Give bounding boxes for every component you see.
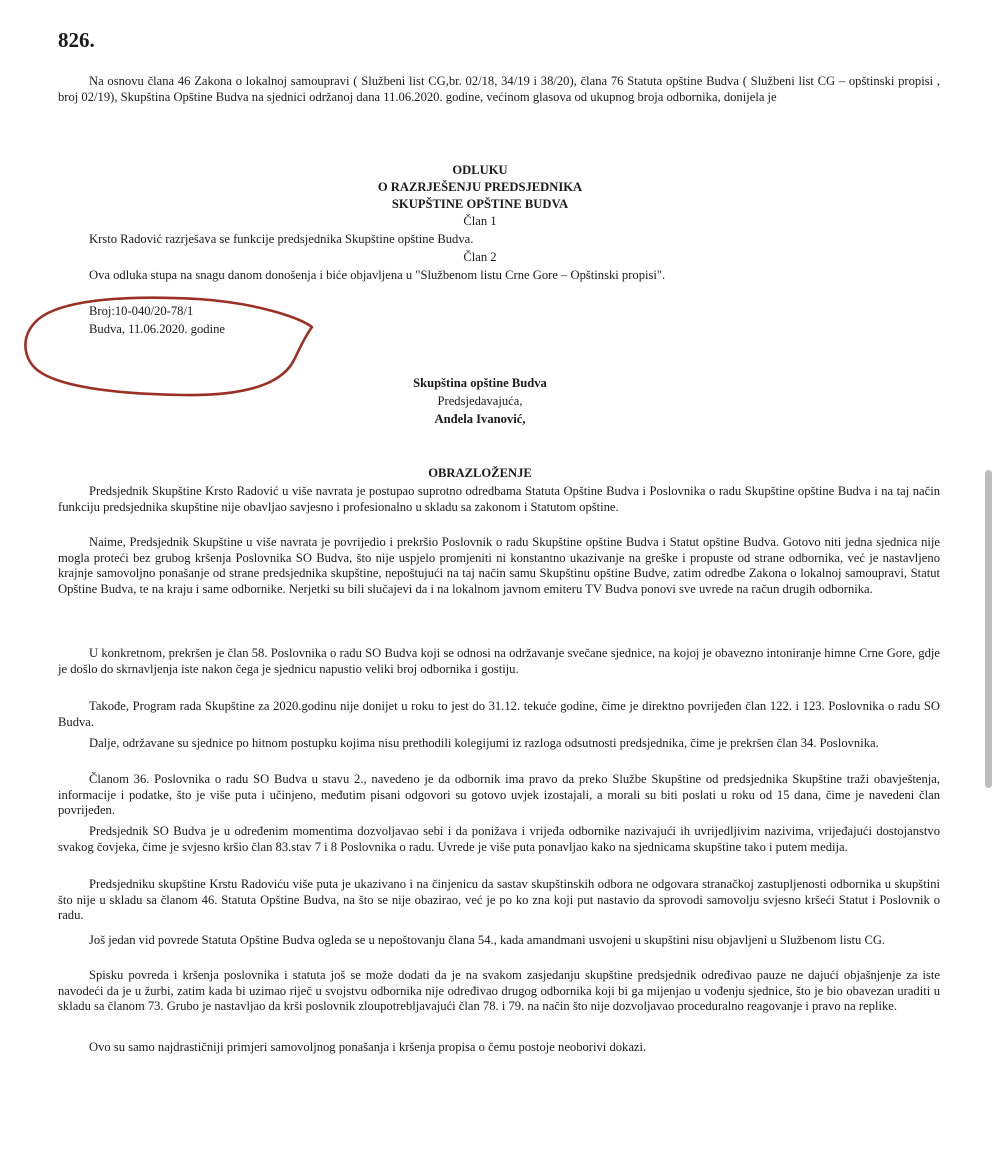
item-number: 826.	[58, 28, 95, 52]
decision-subtitle: O RAZRJEŠENJU PREDSJEDNIKA	[377, 180, 583, 194]
decision-subtitle-2: SKUPŠTINE OPŠTINE BUDVA	[391, 197, 569, 211]
explanation-paragraph: Spisku povreda i kršenja poslovnika i statuta još se može dodati da je na svakom zasjedanju skupštine predsjednik određivao pauze ne dajući objašnjenje za iste navodeći da je u žurbi, zatim kada bi uzimao riječ u svojstvu odbornika nije određivao drugog odbornika koji bi ga mijenjao u vođenju sjednice, što je bio obavezan uraditi u skladu sa članom 73. Grubo je nastavljao da krši poslovnik zloupotrebljavajući član 78. i 79. na način što nije dozvoljavao proceduralno reagovanje i pravo na replike.	[58, 968, 940, 1014]
signature-org: Skupština opštine Budva	[413, 376, 547, 390]
signature-name: Anđela Ivanović,	[434, 412, 526, 426]
explanation-paragraph: Dalje, održavane su sjednice po hitnom postupku kojima nisu prethodili kolegijumi iz razloga odsutnosti predsjednika, čime je prekršen član 34. Poslovnika.	[89, 736, 879, 750]
explanation-paragraph: Naime, Predsjednik Skupštine u više navrata je povrijedio i prekršio Poslovnik o radu Skupštine opštine Budva i Statut opštine Budva. Gotovo niti jedna sjednica nije mogla proteći bez grubog kršenja Poslovnika SO Budva, što nije uspjelo promjeniti ni konstantno ukazivanje na greške i propuste od strane odbornika, već je nastavljeno krajnje samovoljno ponašanje od strane predsjednika skupštine, nepoštujući na taj način samu Skupštinu opštine Budve, zatim odredbe Zakona o lokalnoj samoupravi, Statut Opštine Budva, te na kraju i same odbornike. Nerjetki su bili slučajevi da i na lokalnom javnom emiteru TV Budva ponovi sve uvrede na račun drugih odbornika.	[58, 535, 940, 596]
explanation-paragraph: Predsjednik Skupštine Krsto Radović u više navrata je postupao suprotno odredbama Statuta Opštine Budva i Poslovnika o radu Skupštine opštine Budva i na taj način funkciju predsjednika skupštine nije obavljao savjesno i profesionalno u skladu sa zakonom i Statutom opštine.	[58, 484, 940, 514]
explanation-paragraph: Predsjednik SO Budva je u određenim momentima dozvoljavao sebi i da ponižava i vrijeđa odbornike nazivajući ih uvrijedljivim nazivima, vrijeđajući dostojanstvo svakog čovjeka, čime je svjesno kršio član 83.stav 7 i 8 Poslovnika o radu. Uvrede je više puta ponavljao kako na sjednicama skupštine tako i putem medija.	[58, 824, 940, 854]
explanation-paragraph: U konkretnom, prekršen je član 58. Poslovnika o radu SO Budva koji se odnosi na održavanje svečane sjednice, na kojoj je obavezno intoniranje himne Crne Gore, gdje je došlo do skrnavljenja iste nakon čega je sjednicu napustio veliki broj odbornika i gostiju.	[58, 646, 940, 676]
explanation-paragraph: Još jedan vid povrede Statuta Opštine Budva ogleda se u nepoštovanju člana 54., kada amandmani usvojeni u skupštini nisu objavljeni u Službenom listu CG.	[89, 933, 886, 947]
article-2-text: Ova odluka stupa na snagu danom donošenja i biće objavljena u "Službenom listu Crne Gore – Opštinski propisi".	[89, 268, 666, 282]
explanation-paragraph: Predsjedniku skupštine Krstu Radoviću više puta je ukazivano i na činjenicu da sastav skupštinskih odbora ne odgovara stranačkoj zastupljenosti odbornika u skupštini što nije u skladu sa članom 46. Statuta Opštine Budva, na što se nije obazirao, već je po ko zna koji put nastavio da sprovodi samovolju svjesno kršeći Statut i Poslovnik o radu.	[58, 877, 940, 923]
explanation-paragraph: Članom 36. Poslovnika o radu SO Budva u stavu 2., navedeno je da odbornik ima pravo da preko Službe Skupštine od predsjednika Skupštine traži obavještenja, informacije i podatke, što je više puta i učinjeno, međutim pisani odgovori su gotovo uvjek izostajali, a morali su biti poslati u roku od 15 dana, čime je navedeni član povrijeđen.	[58, 772, 940, 818]
article-1-label: Član 1	[463, 214, 497, 228]
reference-place-date: Budva, 11.06.2020. godine	[89, 322, 225, 336]
explanation-title: OBRAZLOŽENJE	[428, 466, 532, 480]
decision-title: ODLUKU	[452, 163, 508, 177]
intro-paragraph: Na osnovu člana 46 Zakona o lokalnoj samoupravi ( Službeni list CG,br. 02/18, 34/19 i 38/20), člana 76 Statuta opštine Budva ( Službeni list CG – opštinski propisi , broj 02/19), Skupština Opštine Budva na sjednici održanoj dana 11.06.2020. godine, većinom glasova od ukupnog broja odbornika, donijela je	[58, 74, 940, 104]
explanation-paragraph: Ovo su samo najdrastičniji primjeri samovoljnog ponašanja i kršenja propisa o čemu postoje neoborivi dokazi.	[89, 1040, 647, 1054]
reference-number: Broj:10-040/20-78/1	[89, 304, 194, 318]
scrollbar[interactable]	[985, 470, 992, 788]
signature-role: Predsjedavajuća,	[437, 394, 523, 408]
explanation-paragraph: Takođe, Program rada Skupštine za 2020.godinu nije donijet u roku to jest do 31.12. tekuće godine, čime je direktno povrijeđen član 122. i 123. Poslovnika o radu SO Budva.	[58, 699, 940, 729]
article-2-label: Član 2	[463, 250, 497, 264]
article-1-text: Krsto Radović razrješava se funkcije predsjednika Skupštine opštine Budva.	[89, 232, 474, 246]
